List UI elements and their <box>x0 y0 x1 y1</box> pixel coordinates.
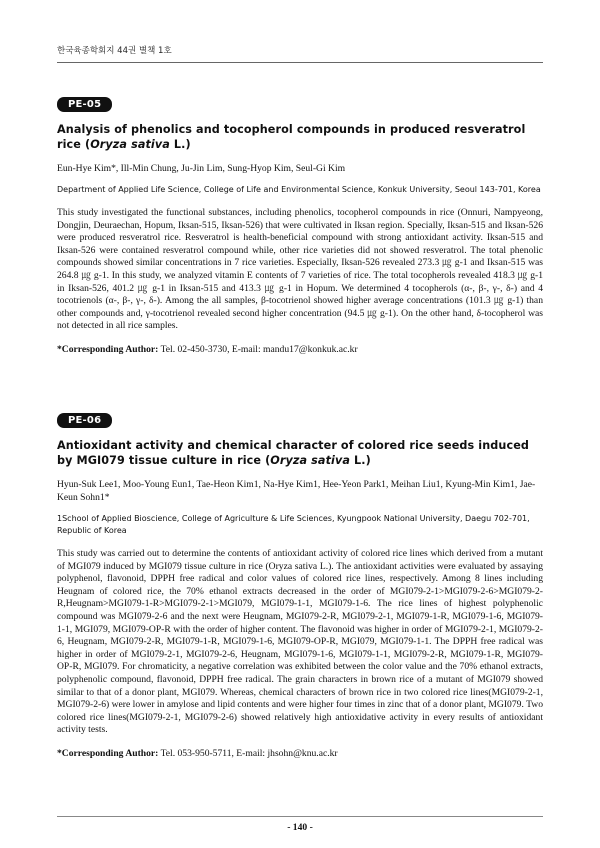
abstract-body: This study investigated the functional substances, including phenolics, tocopherol compounds in rice (Onnuri, Nampyeong, Dongjin, Deuraechan, Hopum, Iksan-515, Iksan-526) that were cultivated in Iksan region. Specially, Iksan-515 and Iksan-526 were produced resveratrol rice. Resveratrol is health-beneficial compound with strong antioxidant activity. Iksan-515 and Iksan-526 were contained resveratrol compound while, other rice varieties did not showed resveratrol. The total phenolic compounds showed similar concentrations in 7 rice varieties. Especially, Iksan-526 revealed 273.3 ㎍ g-1 and Iksan-515 was 264.8 ㎍ g-1. In this study, we analyzed vitamin E contents of 7 varieties of rice. The total tocopherols revealed 418.3 ㎍ g-1 in Iksan-526, 401.2 ㎍ g-1 in Iksan-515 and 413.3 ㎍ g-1 in Hopum. We determined 4 tocopherols (α-, β-, γ-, δ-) and 4 tocotrienols (α-, β-, γ-, δ-). Among the all samples, β-tocotrienol showed higher average concentrations (101.3 ㎍ g-1) than other compounds and, γ-tocotrienol revealed second higher concentration (94.5 ㎍ g-1). On the other hand, δ-tocopherol was not detected in all rice samples. <box>57 207 543 332</box>
author-list: Eun-Hye Kim*, Ill-Min Chung, Ju-Jin Lim, Sung-Hyop Kim, Seul-Gi Kim <box>57 163 346 174</box>
journal-header: 한국육종학회지 44권 별책 1호 <box>57 46 172 56</box>
abstract-code-badge: PE-05 <box>57 97 112 112</box>
abstract-code-badge: PE-06 <box>57 413 112 428</box>
abstract-title: Analysis of phenolics and tocopherol compounds in produced resveratrol rice (Oryza sativa L.) <box>57 123 526 151</box>
author-list: Hyun-Suk Lee1, Moo-Young Eun1, Tae-Heon Kim1, Na-Hye Kim1, Hee-Yeon Park1, Meihan Liu1, Kyung-Min Kim1, Jae-Keun Sohn1* <box>57 479 536 503</box>
affiliation: 1School of Applied Bioscience, College of Agriculture & Life Sciences, Kyungpook National University, Daegu 702-701, Republic of Korea <box>57 514 530 535</box>
footer-rule <box>57 816 543 817</box>
page-number: - 140 - <box>287 822 313 833</box>
affiliation: Department of Applied Life Science, College of Life and Environmental Science, Konkuk University, Seoul 143-701, Korea <box>57 185 541 194</box>
abstract-body: This study was carried out to determine the contents of antioxidant activity of colored rice lines which derived from a mutant of MGI079 induced by MGI079 tissue culture in rice (Oryza sativa L.). The antioxidant activities were evaluated by assaying polyphenol, flavonoid, DPPH free radical and color values of colored rice lines, respectively. Among 8 lines including Heugnam of colored rice, the 70% ethanol extracts decreased in the order of MGI079-2-1>MGI079-2-6>MGI079-2-R,Heugnam>MGI079-1-R>MGI079-2-1>MGI079, MGI079-1-1, MGI079-1-6. The rice lines of highest polyphenolic compound was MGI079-2-6 and the next were Heugnam, MGI079-2-R, MGI079-2-1, MGI079-1-R, MGI079-1-6, MGI079-1-1, MGI079, MGI079-OP-R with the order of higher content. The flavonoid was higher in order of MGI079-2-1, MGI079-2-6, Heugnam, MGI079-2-R, MGI079-1-R, MGI079-1-6, MGI079-OP-R, MGI079, MGI079-1-1. The DPPH free radical was higher in order of MGI079-2-1, MGI079-2-6, Heugnam, MGI079-1-6, MGI079-1-1, MGI079-2-R, MGI079-1-R, MGI079-OP-R, MGI079. For chromaticity, a negative correlation was exhibited between the color value and the 70% ethanol extracts, polyphenolic compound, flavonoid, DPPH free radical. The grain characters in brown rice of a mutant of MGI079 showed similar to that of a donor plant, MGI079. Whereas, chemical characters of brown rice in two colored rice lines(MGI079-2-1, MGI079-2-6) were lower in amylose and lipid contents and were higher four times in zinc that of a donor plant, MGI079. Two colored rice lines(MGI079-2-1, MGI079-2-6) showed relatively high antioxidative activity in every results of antioxidant activity tests. <box>57 548 543 736</box>
header-rule <box>57 62 543 63</box>
corresponding-author: *Corresponding Author: Tel. 02-450-3730, E-mail: mandu17@konkuk.ac.kr <box>57 343 358 355</box>
abstract-title: Antioxidant activity and chemical character of colored rice seeds induced by MGI079 tissue culture in rice (Oryza sativa L.) <box>57 439 529 467</box>
abstract-pe-06 <box>57 410 543 759</box>
abstract-pe-05 <box>57 94 543 355</box>
corresponding-author: *Corresponding Author: Tel. 053-950-5711, E-mail: jhsohn@knu.ac.kr <box>57 747 338 759</box>
